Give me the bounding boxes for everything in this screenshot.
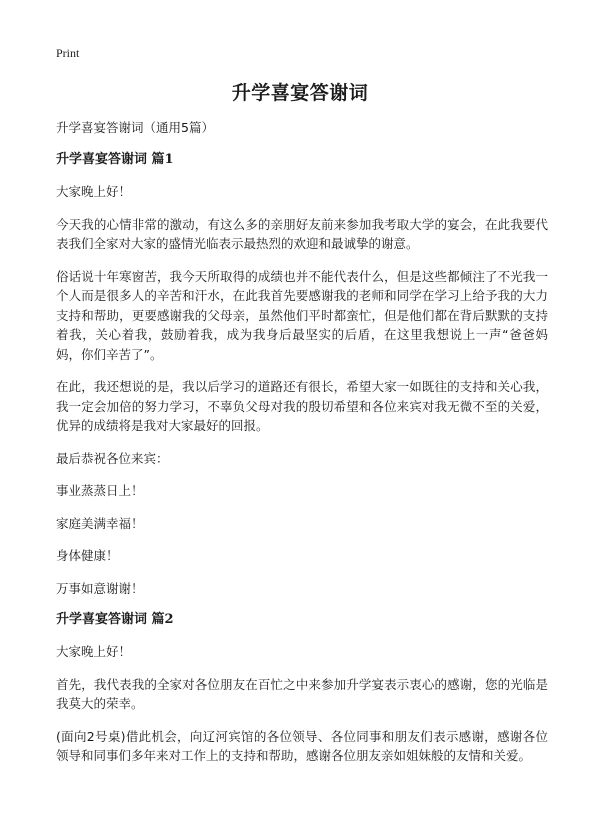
print-link[interactable]: Print <box>56 46 80 60</box>
paragraph: (面向2号桌)借此机会，向辽河宾馆的各位领导、各位同事和朋友们表示感谢，感谢各位领导和同事们多年来对工作上的支持和帮助，感谢各位朋友亲如姐妹般的友情和关爱。 <box>56 728 548 763</box>
section-1 <box>56 151 548 598</box>
paragraph: 俗话说十年寒窗苦，我今天所取得的成绩也并不能代表什么，但是这些都倾注了不光我一个人而是很多人的辛苦和汗水，在此我首先要感谢我的老师和同学在学习上给予我的大力支持和帮助，更要感谢我的父母亲，虽然他们平时都蛮忙，但是他们都在背后默默的支持着我，关心着我，鼓励着我，成为我身后最坚实的后盾，在这里我想说上一声“爸爸妈妈，你们辛苦了”。 <box>56 268 548 362</box>
document-subtitle: 升学喜宴答谢词（通用5篇） <box>56 120 214 135</box>
document-body <box>56 119 548 779</box>
paragraph: 在此，我还想说的是，我以后学习的道路还有很长，希望大家一如既往的支持和关心我，我一定会加倍的努力学习，不辜负父母对我的殷切希望和各位来宾对我无微不至的关爱，优异的成绩将是我对大家最好的回报。 <box>56 379 548 433</box>
paragraph: 最后恭祝各位来宾： <box>56 450 169 466</box>
paragraph: 大家晚上好！ <box>56 184 132 199</box>
section-heading: 升学喜宴答谢词 篇2 <box>56 612 174 627</box>
paragraph: 大家晚上好！ <box>56 644 132 659</box>
paragraph: 事业蒸蒸日上！ <box>56 483 144 498</box>
paragraph: 身体健康！ <box>56 548 119 563</box>
paragraph: 今天我的心情非常的激动，有这么多的亲朋好友前来参加我考取大学的宴会，在此我要代表我们全家对大家的盛情光临表示最热烈的欢迎和最诚挚的谢意。 <box>56 216 548 251</box>
section-2 <box>56 611 548 766</box>
paragraph: 首先，我代表我的全家对各位朋友在百忙之中来参加升学宴表示衷心的感谢，您的光临是我莫大的荣幸。 <box>56 676 548 711</box>
document-title: 升学喜宴答谢词 <box>231 82 369 104</box>
paragraph: 家庭美满幸福！ <box>56 515 144 531</box>
paragraph: 万事如意谢谢！ <box>56 580 144 596</box>
section-heading: 升学喜宴答谢词 篇1 <box>56 152 174 167</box>
